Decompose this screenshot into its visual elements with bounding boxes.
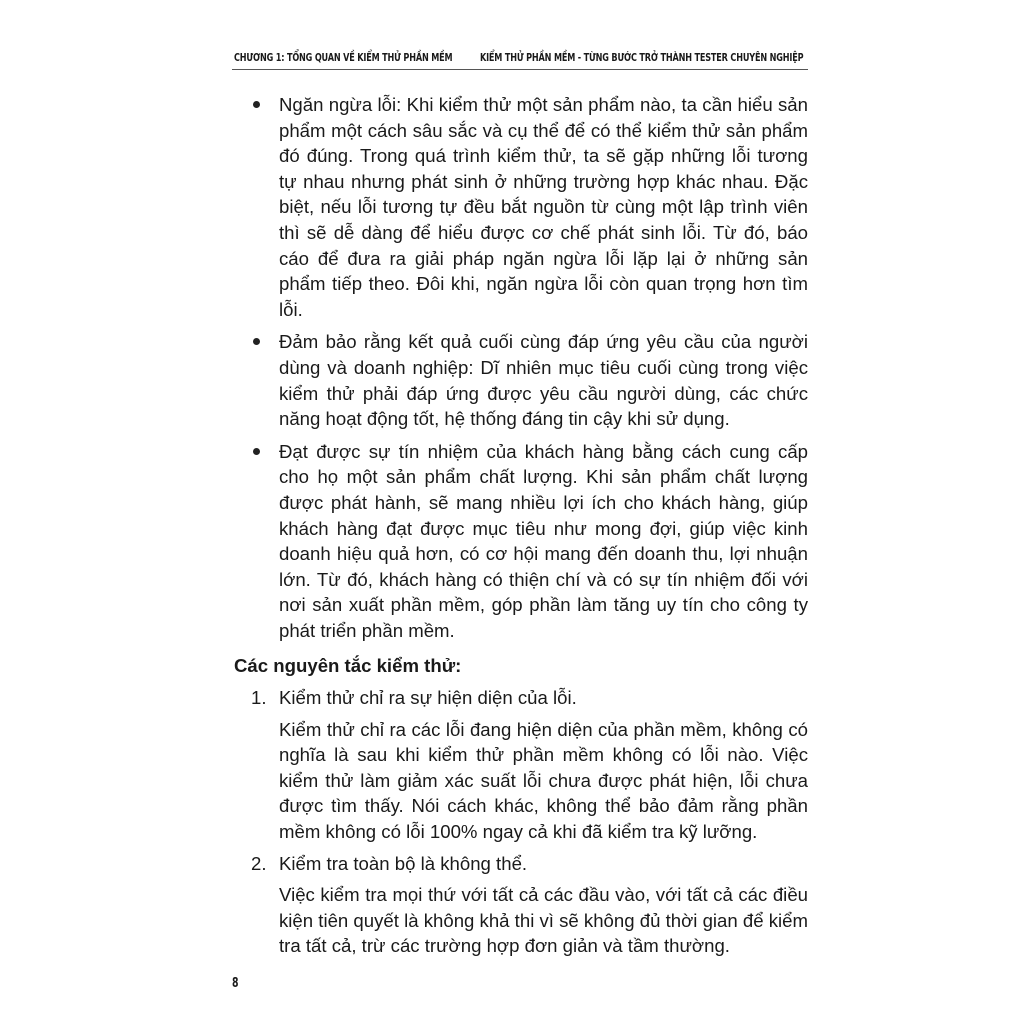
header-rule <box>232 69 808 70</box>
bullet-text: Ngăn ngừa lỗi: Khi kiểm thử một sản phẩm nào, ta cần hiểu sản phẩm một cách sâu sắc và cụ thể để có thể kiểm thử sản phẩm đó đúng. Trong quá trình kiểm thử, ta sẽ gặp những lỗi tương tự nhau nhưng phát sinh ở những trường hợp khác nhau. Đặc biệt, nếu lỗi tương tự đều bắt nguồn từ cùng một lập trình viên thì sẽ dễ dàng để hiểu được cơ chế phát sinh lỗi. Từ đó, báo cáo để đưa ra giải pháp ngăn ngừa lỗi lặp lại ở những sản phẩm tiếp theo. Đôi khi, ngăn ngừa lỗi còn quan trọng hơn tìm lỗi. <box>279 94 808 320</box>
page-number: 8 <box>232 976 239 991</box>
bullet-item <box>234 92 808 322</box>
principle-title <box>234 851 808 877</box>
bullet-item <box>234 439 808 644</box>
principle-title-text: Kiểm tra toàn bộ là không thể. <box>279 852 528 874</box>
bullet-icon <box>253 338 260 345</box>
bullet-text: Đạt được sự tín nhiệm của khách hàng bằng cách cung cấp cho họ một sản phẩm chất lượng. Khi sản phẩm chất lượng được phát hành, sẽ mang nhiều lợi ích cho khách hàng, giúp khách hàng đạt được mục tiêu như mong đợi, giúp việc kinh doanh hiệu quả hơn, có cơ hội mang đến doanh thu, lợi nhuận lớn. Từ đó, khách hàng có thiện chí và có sự tín nhiệm đối với nơi sản xuất phần mềm, góp phần làm tăng uy tín cho công ty phát triển phần mềm. <box>279 440 808 641</box>
bullet-text: Đảm bảo rằng kết quả cuối cùng đáp ứng yêu cầu của người dùng và doanh nghiệp: Dĩ nhiên mục tiêu cuối cùng trong việc kiểm thử phải đáp ứng được yêu cầu người dùng, các chức năng hoạt động tốt, hệ thống đáng tin cậy khi sử dụng. <box>279 331 808 430</box>
section-heading: Các nguyên tắc kiểm thử: <box>234 655 462 677</box>
principle-number: 2. <box>251 852 267 874</box>
bullet-icon <box>253 448 260 455</box>
book-title: KIỂM THỬ PHẦN MỀM - TỪNG BƯỚC TRỞ THÀNH TESTER CHUYÊN NGHIỆP <box>479 52 804 64</box>
page-body <box>234 92 808 965</box>
bullet-icon <box>253 101 260 108</box>
principle-number: 1. <box>251 687 267 709</box>
principle-title-text: Kiểm thử chỉ ra sự hiện diện của lỗi. <box>279 687 577 709</box>
principle-title <box>234 685 808 711</box>
principle-body: Việc kiểm tra mọi thứ với tất cả các đầu vào, với tất cả các điều kiện tiên quyết là không khả thi vì sẽ không đủ thời gian để kiểm tra tất cả, trừ các trường hợp đơn giản và tầm thường. <box>279 884 809 957</box>
principle-body: Kiểm thử chỉ ra các lỗi đang hiện diện của phần mềm, không có nghĩa là sau khi kiểm thử phần mềm không có lỗi nào. Việc kiểm thử làm giảm xác suất lỗi chưa được phát hiện, lỗi chưa được tìm thấy. Nói cách khác, không thể bảo đảm rằng phần mềm không có lỗi 100% ngay cả khi đã kiểm tra kỹ lưỡng. <box>279 718 808 843</box>
bullet-item <box>234 329 808 431</box>
running-header <box>234 50 804 70</box>
chapter-title: CHƯƠNG 1: TỔNG QUAN VỀ KIỂM THỬ PHẦN MỀM <box>234 52 453 64</box>
